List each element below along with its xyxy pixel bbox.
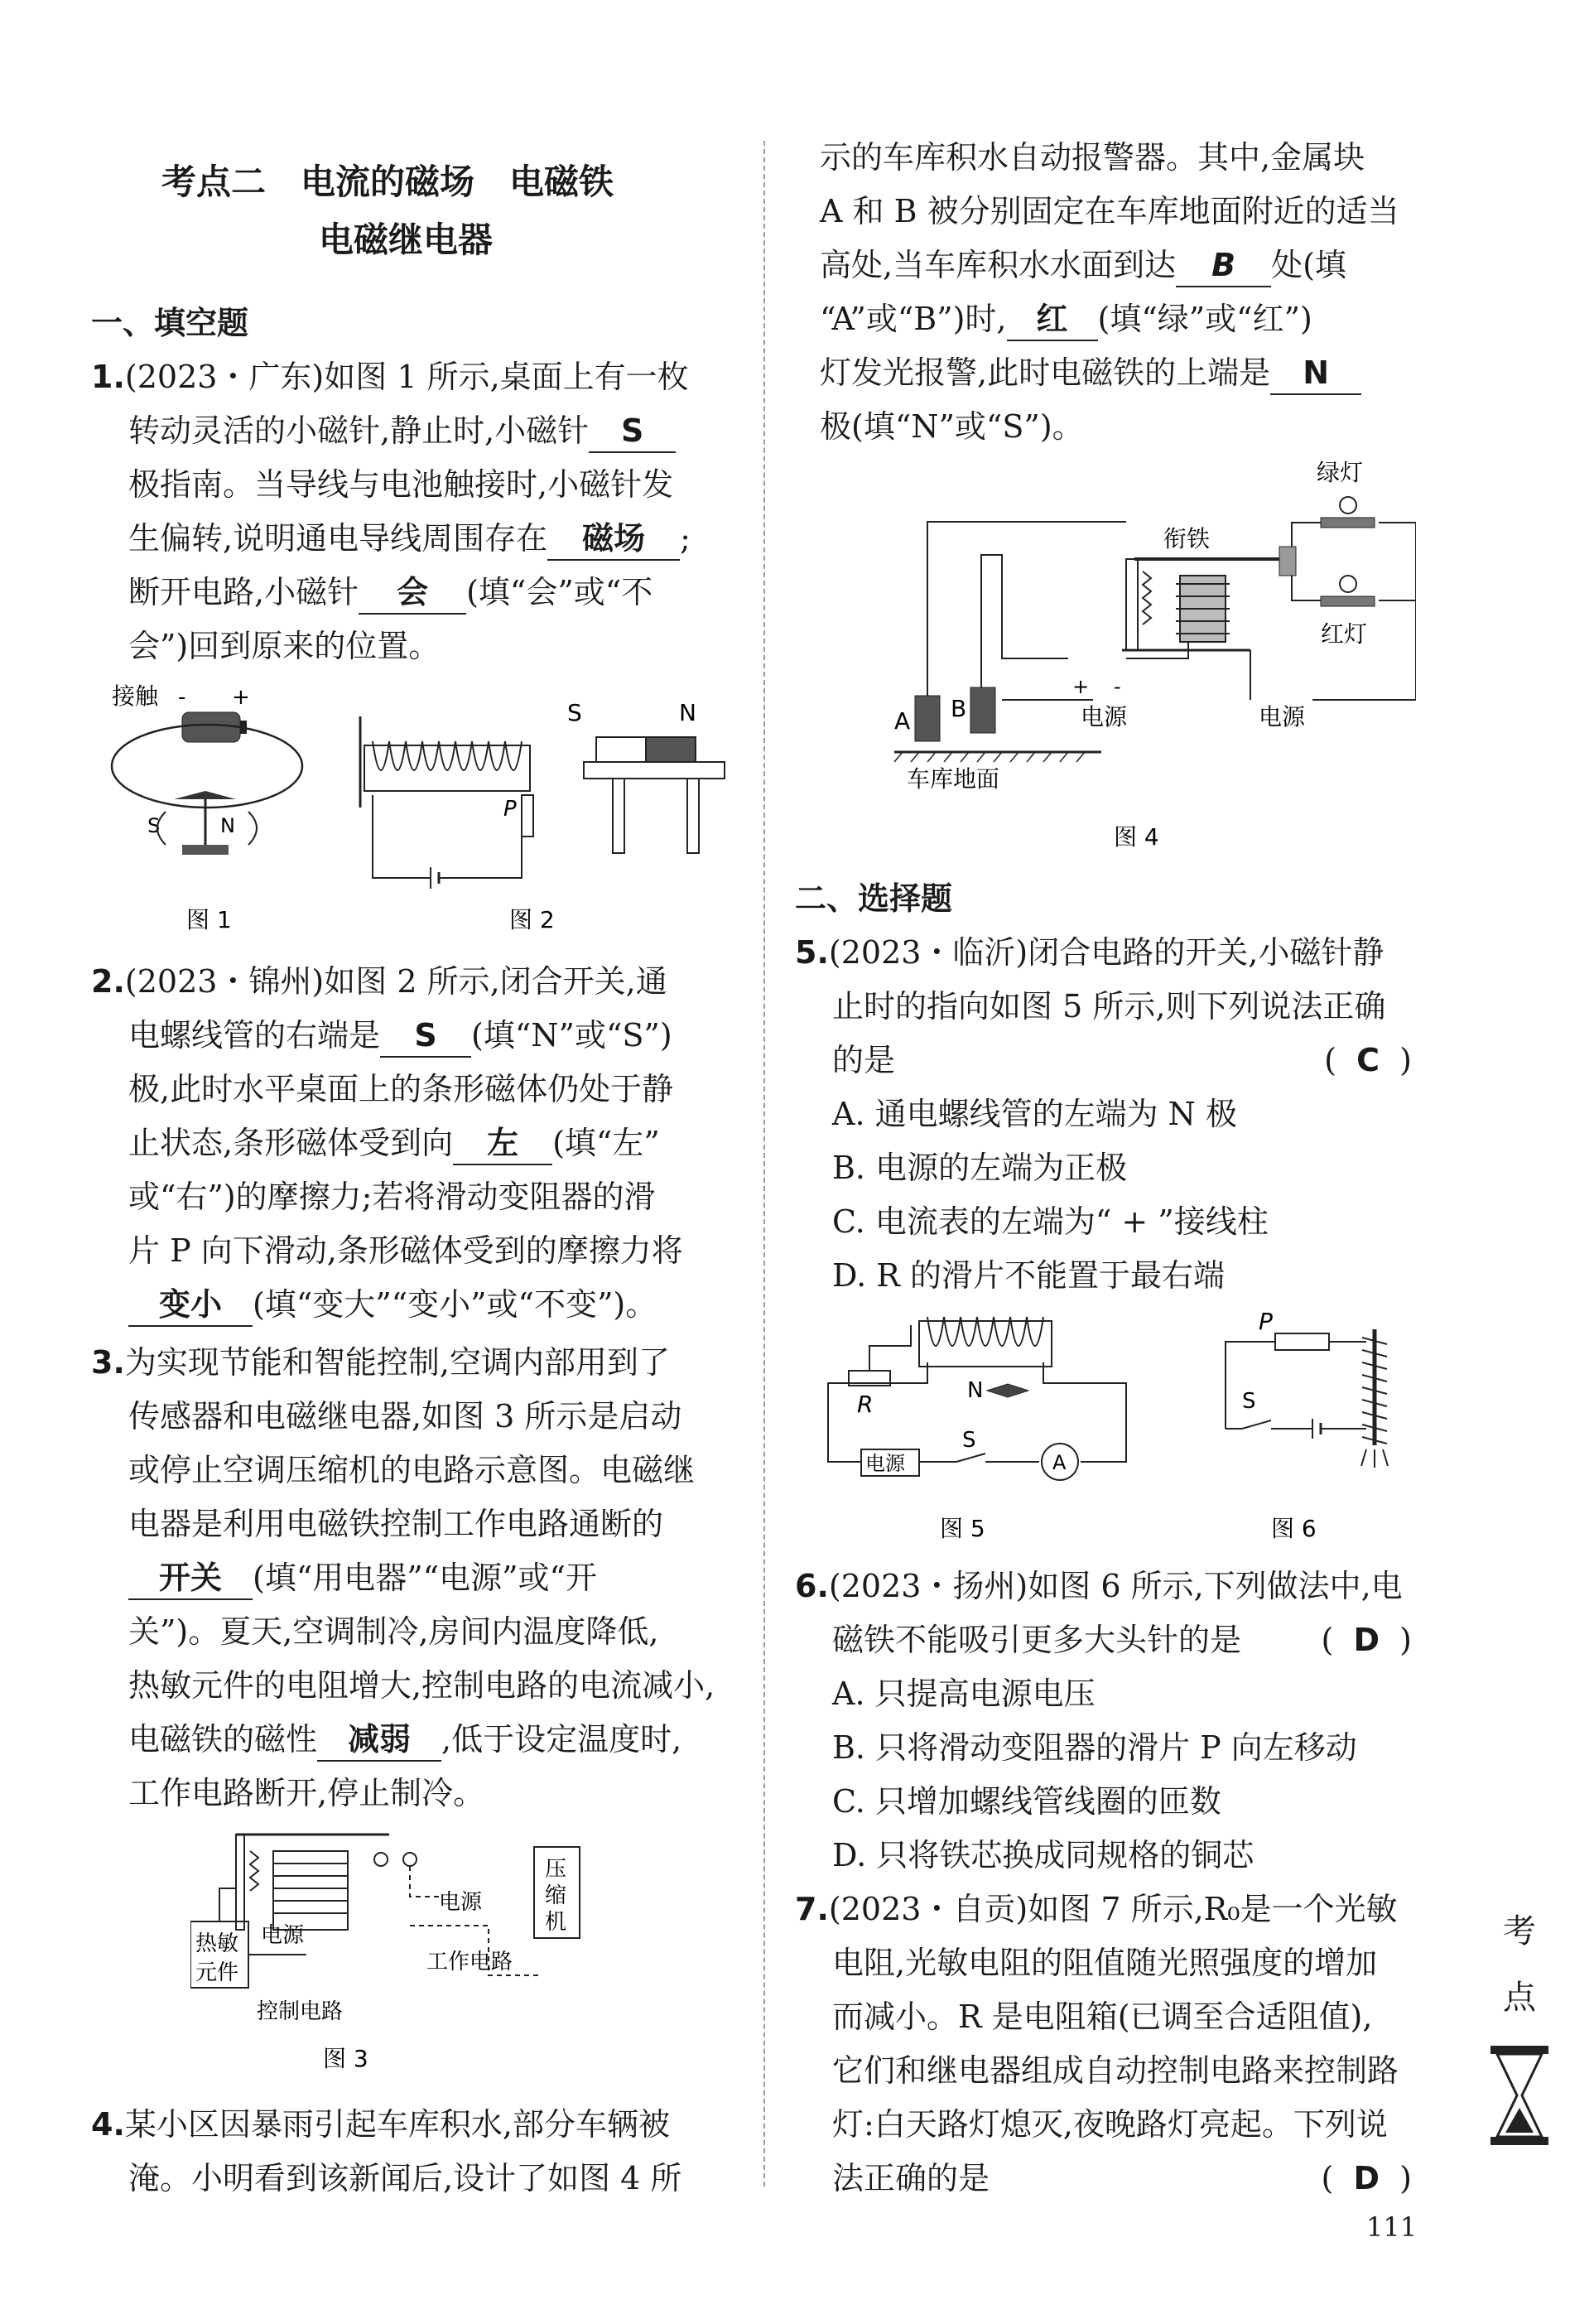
figure-4 bbox=[845, 451, 1416, 865]
fig3-compressor-label: 机 bbox=[545, 1910, 567, 1935]
fig1-touch-label: 接触 bbox=[112, 682, 159, 710]
q1-line: 极指南。当导线与电池触接时,小磁针发 bbox=[128, 466, 674, 503]
fig4-green-label: 绿灯 bbox=[1317, 459, 1364, 486]
part2-heading: 二、选择题 bbox=[795, 880, 953, 917]
fig3-caption: 图 3 bbox=[323, 2045, 368, 2072]
q5-answer[interactable]: C bbox=[1356, 1042, 1380, 1078]
fig2-p-label: P bbox=[503, 797, 517, 822]
pins-icon bbox=[1361, 1449, 1388, 1468]
q3-line: 电器是利用电磁铁控制工作电路通断的 bbox=[128, 1506, 664, 1542]
q4-line: 极(填“N”或“S”)。 bbox=[820, 408, 1084, 445]
spring-post bbox=[1126, 559, 1138, 650]
figure-5-drawing bbox=[828, 1317, 1126, 1542]
fig4-minus: - bbox=[1114, 675, 1121, 698]
fig2-s-label: S bbox=[567, 699, 582, 726]
fig4-caption: 图 4 bbox=[1114, 823, 1159, 851]
circuit-wire bbox=[869, 1325, 911, 1371]
fig4-a-label: A bbox=[894, 707, 911, 735]
q2-line: 电螺线管的右端是 bbox=[128, 1017, 381, 1054]
circuit-wire bbox=[219, 1888, 236, 1921]
q1-blank-1[interactable]: S bbox=[589, 410, 676, 453]
q5-option-c[interactable]: C. 电流表的左端为“ + ”接线柱 bbox=[832, 1203, 1269, 1240]
figure-2-drawing bbox=[360, 699, 725, 933]
q2-line: (填“变大”“变小”或“不变”)。 bbox=[253, 1286, 657, 1323]
q7-line: 灯:白天路灯熄灭,夜晚路灯亮起。下列说 bbox=[832, 2106, 1388, 2143]
q2-line: 或“右”)的摩擦力;若将滑动变阻器的滑 bbox=[128, 1179, 656, 1215]
figure-1-2 bbox=[99, 675, 737, 940]
compass-needle-icon bbox=[987, 1384, 1028, 1397]
green-lamp-icon bbox=[1340, 497, 1356, 513]
fig4-power1-label: 电源 bbox=[1081, 703, 1128, 730]
fig4-power2-label: 电源 bbox=[1259, 703, 1306, 730]
fig3-compressor-label: 压 bbox=[545, 1857, 567, 1882]
fig2-caption: 图 2 bbox=[509, 906, 555, 933]
fig5-n-label: N bbox=[967, 1378, 984, 1403]
q2-blank-3[interactable]: 变小 bbox=[128, 1284, 253, 1327]
q1-line: 断开电路,小磁针 bbox=[128, 574, 359, 610]
q4-line: 高处,当车库积水水面到达 bbox=[820, 247, 1177, 283]
fig5-caption: 图 5 bbox=[940, 1515, 985, 1542]
q4-line: 处(填 bbox=[1271, 247, 1346, 283]
fig2-n-label: N bbox=[679, 699, 696, 726]
fig3-work-label: 工作电路 bbox=[426, 1950, 513, 1974]
q3-line: (填“用电器”“电源”或“开 bbox=[253, 1560, 597, 1596]
fig1-s-label: S bbox=[147, 814, 161, 837]
battery-icon bbox=[182, 712, 240, 742]
q6-option-b[interactable]: B. 只将滑动变阻器的滑片 P 向左移动 bbox=[832, 1729, 1357, 1766]
q4-line: 灯发光报警,此时电磁铁的上端是 bbox=[820, 354, 1271, 391]
page-number: 111 bbox=[1366, 2211, 1418, 2243]
q4-line: 淹。小明看到该新闻后,设计了如图 4 所 bbox=[128, 2160, 682, 2196]
fig5-power-label: 电源 bbox=[865, 1452, 905, 1475]
q4-line: 示的车库积水自动报警器。其中,金属块 bbox=[820, 139, 1365, 176]
figure-6-drawing bbox=[1226, 1308, 1388, 1542]
circuit-wire bbox=[927, 522, 1126, 696]
column-divider bbox=[763, 141, 765, 2187]
q1-blank-2[interactable]: 磁场 bbox=[547, 518, 680, 561]
spring-icon bbox=[1143, 571, 1151, 624]
fig3-power2-label: 电源 bbox=[439, 1890, 483, 1915]
fig3-thermistor-label: 元件 bbox=[195, 1960, 239, 1985]
fig3-compressor-label: 缩 bbox=[545, 1883, 567, 1908]
circuit-wire bbox=[1312, 600, 1416, 700]
q4-line: A 和 B 被分别固定在车库地面附近的适当 bbox=[820, 193, 1399, 229]
q3-line: 为实现节能和智能控制,空调内部用到了 bbox=[124, 1344, 670, 1381]
q1-number: 1. bbox=[91, 359, 125, 395]
circuit-wire bbox=[1379, 523, 1416, 600]
q3-line: 电磁铁的磁性 bbox=[128, 1721, 318, 1757]
q3-number: 3. bbox=[91, 1344, 125, 1381]
fig5-r-label: R bbox=[857, 1391, 874, 1418]
fig4-plus: + bbox=[1072, 675, 1090, 698]
green-lamp-base bbox=[1321, 518, 1375, 528]
q5-option-d[interactable]: D. R 的滑片不能置于最右端 bbox=[832, 1257, 1225, 1294]
fig1-caption: 图 1 bbox=[186, 906, 232, 933]
q6-option-d[interactable]: D. 只将铁芯换成同规格的铜芯 bbox=[832, 1837, 1254, 1873]
q7-line: 法正确的是 bbox=[832, 2160, 990, 2196]
q4-blank-2[interactable]: 红 bbox=[1007, 298, 1098, 341]
q7-line: 而减小。R 是电阻箱(已调至合适阻值), bbox=[832, 1999, 1373, 2035]
circuit-wire bbox=[410, 1866, 439, 1897]
q7-line: 电阻,光敏电阻的阻值随光照强度的增加 bbox=[832, 1945, 1378, 1981]
q1-line: ; bbox=[680, 520, 691, 557]
q5-option-b[interactable]: B. 电源的左端为正极 bbox=[832, 1150, 1128, 1186]
switch-icon bbox=[1242, 1420, 1271, 1429]
q4-blank-3[interactable]: N bbox=[1270, 352, 1361, 395]
fig6-p-label: P bbox=[1259, 1308, 1273, 1335]
fig5-ammeter-label: A bbox=[1052, 1451, 1067, 1474]
fig3-power1-label: 电源 bbox=[261, 1923, 305, 1948]
circuit-wire bbox=[1292, 576, 1321, 600]
q2-blank-1[interactable]: S bbox=[380, 1015, 471, 1058]
coil-icon bbox=[273, 1864, 348, 1913]
q1-line: (填“会”或“不 bbox=[466, 574, 653, 610]
coil-icon bbox=[1362, 1338, 1387, 1444]
table-top bbox=[584, 762, 725, 779]
q3-blank-1[interactable]: 开关 bbox=[128, 1557, 253, 1600]
q2-line: (2023・锦州)如图 2 所示,闭合开关,通 bbox=[124, 963, 667, 1000]
red-lamp-base bbox=[1321, 596, 1375, 606]
fig5-s-label: S bbox=[962, 1428, 976, 1453]
spring-post bbox=[236, 1835, 244, 1930]
circuit-wire bbox=[981, 555, 1068, 687]
circuit-wire bbox=[373, 795, 431, 878]
q6-number: 6. bbox=[795, 1568, 829, 1604]
fig4-red-label: 红灯 bbox=[1321, 620, 1368, 648]
q2-line: 止状态,条形磁体受到向 bbox=[128, 1125, 454, 1161]
compass-needle-icon bbox=[174, 791, 236, 799]
q1-line: (2023・广东)如图 1 所示,桌面上有一枚 bbox=[124, 359, 689, 395]
q2-line: 片 P 向下滑动,条形磁体受到的摩擦力将 bbox=[128, 1232, 683, 1269]
floor-hatching bbox=[894, 752, 1085, 762]
q4-line: 某小区因暴雨引起车库积水,部分车辆被 bbox=[124, 2106, 670, 2143]
q6-option-c[interactable]: C. 只增加螺线管线圈的匝数 bbox=[832, 1783, 1221, 1820]
section-title-2: 电磁继电器 bbox=[319, 219, 494, 260]
q1-line: 转动灵活的小磁针,静止时,小磁针 bbox=[128, 412, 590, 449]
q2-line: 极,此时水平桌面上的条形磁体仍处于静 bbox=[128, 1071, 674, 1107]
fig6-s-label: S bbox=[1242, 1389, 1256, 1414]
q3-blank-2[interactable]: 减弱 bbox=[317, 1719, 441, 1762]
spring-icon bbox=[250, 1851, 258, 1891]
circuit-wire bbox=[828, 1362, 927, 1462]
q4-blank-1[interactable]: B bbox=[1176, 244, 1271, 287]
metal-block-b bbox=[970, 687, 995, 733]
solenoid bbox=[919, 1321, 1052, 1367]
metal-block-a bbox=[915, 696, 940, 741]
figure-1-drawing bbox=[112, 682, 302, 933]
q2-line: (填“左” bbox=[552, 1125, 660, 1161]
table-leg bbox=[687, 779, 699, 853]
q7-answer[interactable]: D bbox=[1353, 2160, 1380, 2196]
q6-option-a[interactable]: A. 只提高电源电压 bbox=[832, 1675, 1096, 1712]
q4-line: (填“绿”或“红”) bbox=[1097, 301, 1312, 337]
q1-line: 会”)回到原来的位置。 bbox=[128, 628, 441, 664]
circuit-wire bbox=[439, 837, 522, 878]
q3-line: 热敏元件的电阻增大,控制电路的电流减小, bbox=[128, 1667, 715, 1704]
q7-line: 它们和继电器组成自动控制电路来控制路 bbox=[832, 2052, 1399, 2089]
table-leg bbox=[613, 779, 624, 853]
q5-option-a[interactable]: A. 通电螺线管的左端为 N 极 bbox=[832, 1096, 1238, 1132]
q3-line: ,低于设定温度时, bbox=[441, 1721, 682, 1757]
sidebar-tab-1: 考 bbox=[1503, 1912, 1536, 1950]
fig4-b-label: B bbox=[951, 695, 967, 722]
rotation-arrow-icon bbox=[248, 812, 257, 845]
part1-heading: 一、填空题 bbox=[91, 305, 249, 341]
rheostat bbox=[522, 795, 533, 837]
hourglass-icon bbox=[1490, 2046, 1548, 2145]
contact-block bbox=[1279, 547, 1296, 576]
q3-line: 工作电路断开,停止制冷。 bbox=[128, 1775, 485, 1811]
fig1-n-label: N bbox=[220, 814, 235, 837]
sidebar-tab-2: 点 bbox=[1503, 1979, 1536, 2017]
rheostat bbox=[1275, 1333, 1329, 1350]
q1-line: 生偏转,说明通电导线周围存在 bbox=[128, 520, 548, 557]
q6-line: 磁铁不能吸引更多大头针的是 bbox=[832, 1622, 1242, 1658]
bar-magnet-n bbox=[646, 737, 696, 762]
fig4-armature-label: 衔铁 bbox=[1163, 525, 1211, 552]
q2-blank-2[interactable]: 左 bbox=[453, 1122, 552, 1165]
q5-line: (2023・临沂)闭合电路的开关,小磁针静 bbox=[828, 934, 1385, 971]
fig1-minus-label: - bbox=[178, 685, 186, 710]
q1-blank-3[interactable]: 会 bbox=[359, 571, 466, 615]
q7-line: (2023・自贡)如图 7 所示,R₀是一个光敏 bbox=[828, 1891, 1398, 1927]
switch-icon bbox=[956, 1454, 985, 1462]
red-lamp-icon bbox=[1340, 576, 1356, 592]
figure-5-6 bbox=[811, 1304, 1424, 1545]
fig3-control-label: 控制电路 bbox=[257, 1999, 344, 2024]
bar-magnet-s bbox=[596, 737, 646, 762]
q6-line: (2023・扬州)如图 6 所示,下列做法中,电 bbox=[828, 1568, 1403, 1604]
solenoid-core bbox=[364, 745, 530, 791]
q7-number: 7. bbox=[795, 1891, 829, 1927]
fig3-thermistor-label: 热敏 bbox=[195, 1931, 239, 1956]
q3-line: 或停止空调压缩机的电路示意图。电磁继 bbox=[128, 1452, 696, 1488]
contact-icon bbox=[403, 1853, 417, 1866]
compass-base bbox=[182, 845, 229, 855]
q3-line: 传感器和电磁继电器,如图 3 所示是启动 bbox=[128, 1398, 682, 1434]
q6-answer[interactable]: D bbox=[1353, 1622, 1380, 1658]
q5-number: 5. bbox=[795, 934, 829, 971]
section-title: 考点二 电流的磁场 电磁铁 bbox=[161, 162, 614, 202]
q4-number: 4. bbox=[91, 2106, 125, 2143]
q5-line: 止时的指向如图 5 所示,则下列说法正确 bbox=[832, 988, 1386, 1025]
contact-icon bbox=[374, 1853, 388, 1866]
fig6-caption: 图 6 bbox=[1271, 1515, 1317, 1542]
fig1-plus-label: + bbox=[232, 685, 250, 710]
fig4-floor-label: 车库地面 bbox=[907, 765, 1000, 793]
q2-line: (填“N”或“S”) bbox=[471, 1017, 672, 1054]
q5-line: 的是 bbox=[832, 1042, 896, 1078]
figure-3 bbox=[190, 1818, 687, 2075]
circuit-wire bbox=[1292, 523, 1321, 547]
circuit-wire bbox=[1226, 1342, 1275, 1429]
q4-line: “A”或“B”)时, bbox=[820, 301, 1007, 337]
q2-number: 2. bbox=[91, 963, 125, 1000]
q3-line: 关”)。夏天,空调制冷,房间内温度降低, bbox=[128, 1613, 659, 1650]
